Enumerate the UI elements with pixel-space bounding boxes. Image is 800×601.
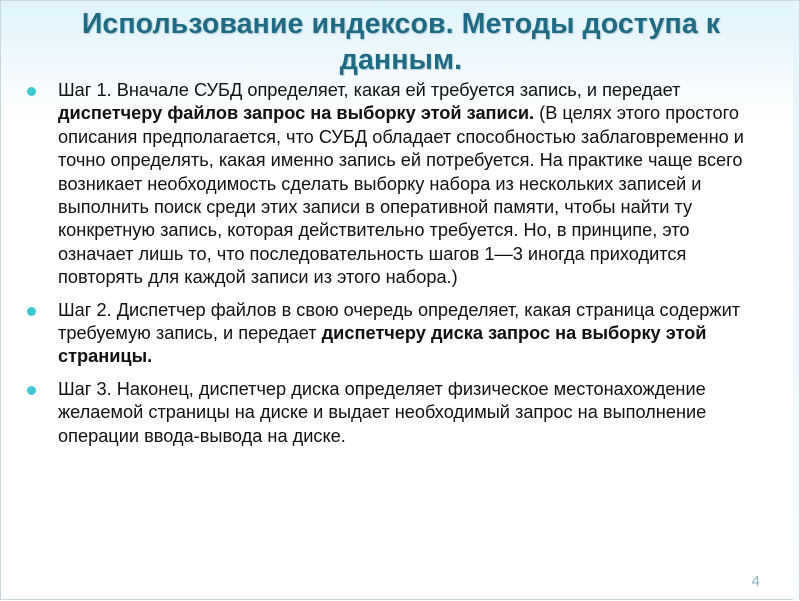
bullet-list [21,79,756,448]
bullet-item-step-3 [21,378,756,448]
slide-right-accent [793,1,799,601]
step-2-text-before: Шаг 2. Диспетчер файлов в свою очередь определяет, какая страница содержит требуемую запись, и передает [58,299,741,344]
step-2-bold-text: диспетчеру диска запрос на выборку этой страницы. [58,323,707,367]
slide-title: Использование индексов. Методы доступа к данным. [81,8,721,76]
bullet-dot-icon [27,386,36,395]
bullet-dot-icon [27,307,36,316]
bullet-item-step-1 [21,79,756,290]
bullet-item-step-2 [21,299,756,369]
bullet-dot-icon [27,87,36,96]
step-1-text-after: (В целях этого простого описания предполагается, что СУБД обладает способностью заблаговременно и точно определять, какая именно запись ей потребуется. На практике чаще всего возникает необходимость сделать выборку набора из нескольких записей и выполнить поиск среди этих записи в оперативной памяти, чтобы найти ту конкретную запись, которая действительно требуется. Но, в принципе, это означает лишь то, что последовательность шагов 1—3 иногда приходится повторять для каждой записи из этого набора.) [58,103,744,288]
step-3-text: Шаг 3. Наконец, диспетчер диска определяет физическое местонахождение желаемой страницы на диске и выдает необходимый запрос на выполнение операции ввода-вывода на диске. [58,378,707,446]
step-1-bold-text: диспетчеру файлов запрос на выборку этой записи. [58,103,535,124]
step-1-text-before: Шаг 1. Вначале СУБД определяет, какая ей требуется запись, и передает [58,80,681,100]
page-number: 4 [751,573,760,590]
